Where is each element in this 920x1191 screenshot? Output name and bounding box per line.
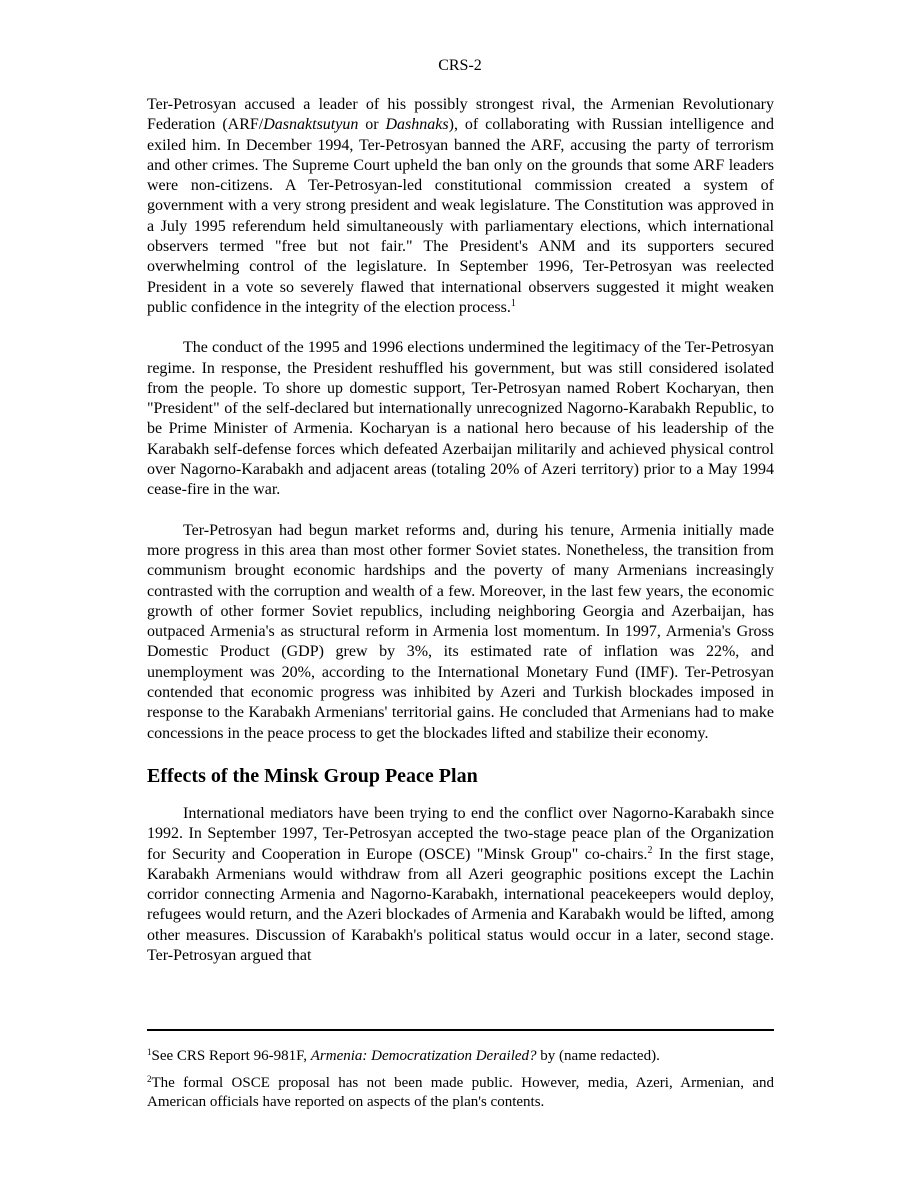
body-text [147, 95, 774, 966]
section-heading: Effects of the Minsk Group Peace Plan [147, 764, 478, 787]
paragraph-2: The conduct of the 1995 and 1996 elections undermined the legitimacy of the Ter-Petrosyan regime. In response, the President reshuffled his government, but was still considered isolated from the people. To shore up domestic support, Ter-Petrosyan named Robert Kocharyan, then "President" of the self-declared but internationally unrecognized Nagorno-Karabakh Republic, to be Prime Minister of Armenia. Kocharyan is a national hero because of his leadership of the Karabakh self-defense forces which defeated Azerbaijan militarily and achieved physical control over Nagorno-Karabakh and adjacent areas (totaling 20% of Azeri territory) prior to a May 1994 cease-fire in the war. [147, 339, 774, 499]
footnote-2: $^2$The formal OSCE proposal has not been made public. However, media, Azeri, Armenian, and American officials have reported on aspects of the plan's contents. [147, 1074, 774, 1110]
paragraph-1: Ter-Petrosyan accused a leader of his possibly strongest rival, the Armenian Revolutionary Federation (ARF/Dasnaktsutyun or Dashnaks), of collaborating with Russian intelligence and exiled him. In December 1994, Ter-Petrosyan banned the ARF, accusing the party of terrorism and other crimes. The Supreme Court upheld the ban only on the grounds that some ARF leaders were non-citizens. A Ter-Petrosyan-led constitutional commission created a system of government with a very strong president and weak legislature. The Constitution was approved in a July 1995 referendum held simultaneously with parliamentary elections, which international observers termed "free but not fair." The President's ANM and its supporters secured overwhelming control of the legislature. In September 1996, Ter-Petrosyan was reelected President in a vote so severely flawed that international observers suggested it might weaken public confidence in the integrity of the election process.$^1$ [147, 96, 774, 316]
footnote-ref-2[interactable]: 2 [647, 844, 653, 856]
footnote-divider [147, 1029, 774, 1031]
paragraph-3: Ter-Petrosyan had begun market reforms and, during his tenure, Armenia initially made more progress in this area than most other former Soviet states. Nonetheless, the transition from communism brought economic hardships and the poverty of many Armenians increasingly contrasted with the corruption and wealth of a few. Moreover, in the last few years, the economic growth of other former Soviet republics, including neighboring Georgia and Azerbaijan, has outpaced Armenia's as structural reform in Armenia lost momentum. In 1997, Armenia's Gross Domestic Product (GDP) grew by 3%, its estimated rate of inflation was 22%, and unemployment was 20%, according to the International Monetary Fund (IMF). Ter-Petrosyan contended that economic progress was inhibited by Azeri and Turkish blockades imposed in response to the Karabakh Armenians' territorial gains. He concluded that Armenians had to make concessions in the peace process to get the blockades lifted and stabilize their economy. [147, 521, 774, 742]
footnote-1: $^1$See CRS Report 96-981F, Armenia: Democratization Derailed? by (name redacted). [147, 1047, 660, 1064]
footnote-ref-1[interactable]: 1 [510, 297, 516, 309]
paragraph-4: International mediators have been trying to end the conflict over Nagorno-Karabakh since 1992. In September 1997, Ter-Petrosyan accepted the two-stage peace plan of the Organization for Security and Cooperation in Europe (OSCE) "Minsk Group" co-chairs.$^2$ In the first stage, Karabakh Armenians would withdraw from all Azeri geographic positions except the Lachin corridor connecting Armenia and Nagorno-Karabakh, international peacekeepers would deploy, refugees would return, and the Azeri blockades of Armenia and Karabakh would be lifted, among other measures. Discussion of Karabakh's political status would occur in a later, second stage. Ter-Petrosyan argued that [147, 804, 774, 964]
page-number: CRS-2 [438, 57, 482, 74]
footnotes [147, 1047, 774, 1120]
